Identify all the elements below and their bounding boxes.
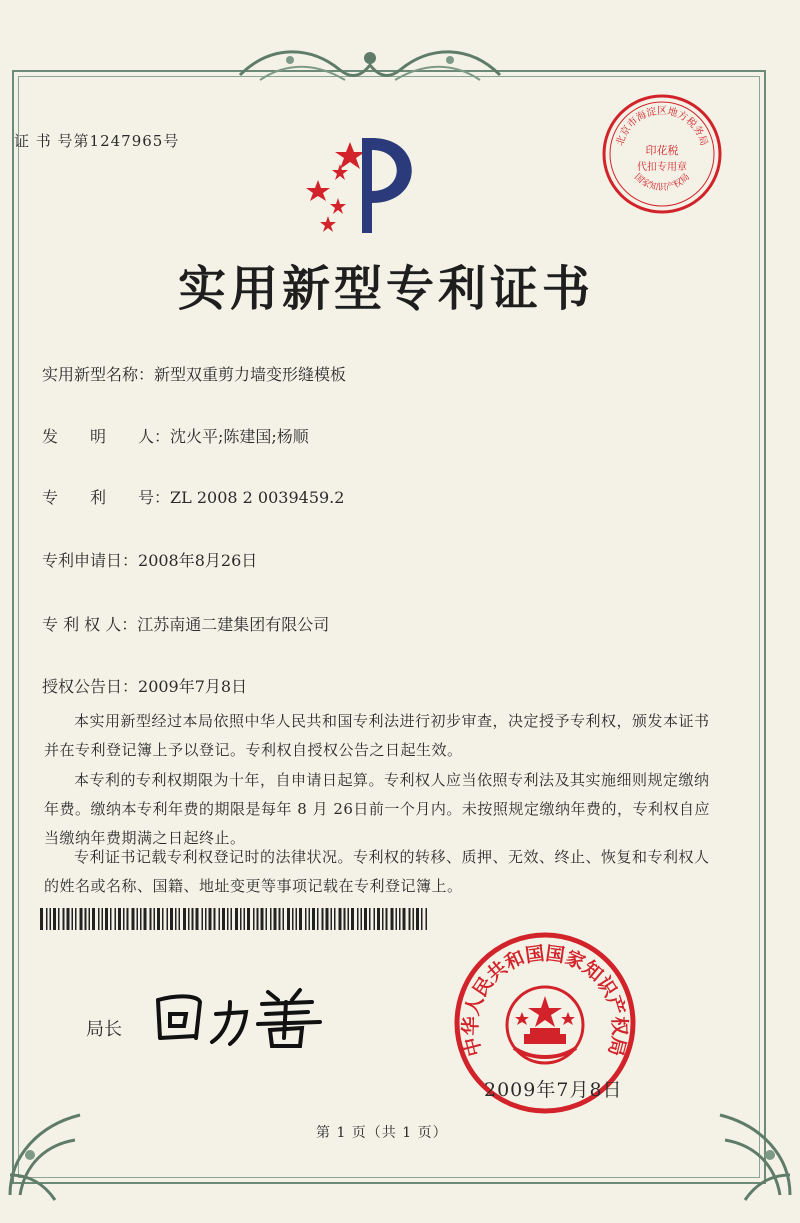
field-value: 新型双重剪力墙变形缝模板	[154, 365, 347, 384]
body-paragraph: 本专利的专利权期限为十年，自申请日起算。专利权人应当依照专利法及其实施细则规定缴纳年费。缴纳本专利年费的期限是每年 8 月 26日前一个月内。未按照规定缴纳年费的，专利权自应当缴纳年费期满之日起终止。	[44, 771, 710, 847]
field-grant-announcement-date	[42, 674, 247, 697]
barcode-icon	[40, 908, 430, 930]
body-paragraph: 专利证书记载专利权登记时的法律状况。专利权的转移、质押、无效、终止、恢复和专利权人的姓名或名称、国籍、地址变更等事项记载在专利登记簿上。	[44, 848, 710, 895]
seal-date: 2009年7月8日	[484, 1079, 623, 1101]
field-application-date	[42, 548, 257, 571]
field-value: 2009年7月8日	[138, 677, 248, 696]
body-paragraph: 本实用新型经过本局依照中华人民共和国专利法进行初步审查，决定授予专利权，颁发本证书并在专利登记簿上予以登记。专利权自授权公告之日起生效。	[44, 712, 710, 759]
field-label: 专 利 号：	[42, 488, 171, 507]
corner-ornament-icon	[690, 1095, 800, 1205]
page-number: 第 1 页（共 1 页）	[316, 1125, 448, 1141]
svg-text:北京市海淀区地方税务局	[614, 104, 710, 147]
field-label: 发 明 人：	[42, 427, 171, 446]
tax-seal-center-line2: 代扣专用章	[637, 162, 687, 173]
director-label: 局长	[86, 1019, 122, 1040]
certificate-title: 实用新型专利证书	[178, 261, 595, 317]
patent-office-logo-icon	[300, 128, 430, 238]
field-patentee	[42, 612, 329, 635]
field-utility-model-name	[42, 362, 346, 385]
field-value: 沈火平;陈建国;杨顺	[170, 427, 309, 446]
director-signature	[150, 980, 340, 1050]
tax-seal-bottom-text: 国家知识产权局	[631, 172, 693, 194]
certificate-number: 证 书 号第1247965号	[14, 132, 180, 150]
field-value: 2008年8月26日	[138, 551, 258, 570]
svg-text:国家知识产权局	[632, 171, 692, 193]
tax-seal-center-line1: 印花税	[645, 144, 679, 157]
tax-stamp-seal	[600, 92, 724, 216]
field-label: 授权公告日：	[42, 677, 139, 696]
field-value: 江苏南通二建集团有限公司	[137, 615, 330, 634]
field-label: 专 利 权 人：	[42, 615, 138, 634]
field-patent-number	[42, 485, 344, 508]
national-seal-text: 中华人民共和国国家知识产权局	[459, 942, 631, 1059]
field-inventors	[42, 424, 309, 447]
top-ornament-icon	[230, 40, 510, 90]
tax-seal-outer-text: 北京市海淀区地方税务局	[614, 106, 710, 148]
corner-ornament-icon	[0, 1095, 110, 1205]
field-label: 实用新型名称：	[42, 365, 155, 384]
field-label: 专利申请日：	[42, 551, 139, 570]
field-value: ZL 2008 2 0039459.2	[170, 488, 345, 507]
